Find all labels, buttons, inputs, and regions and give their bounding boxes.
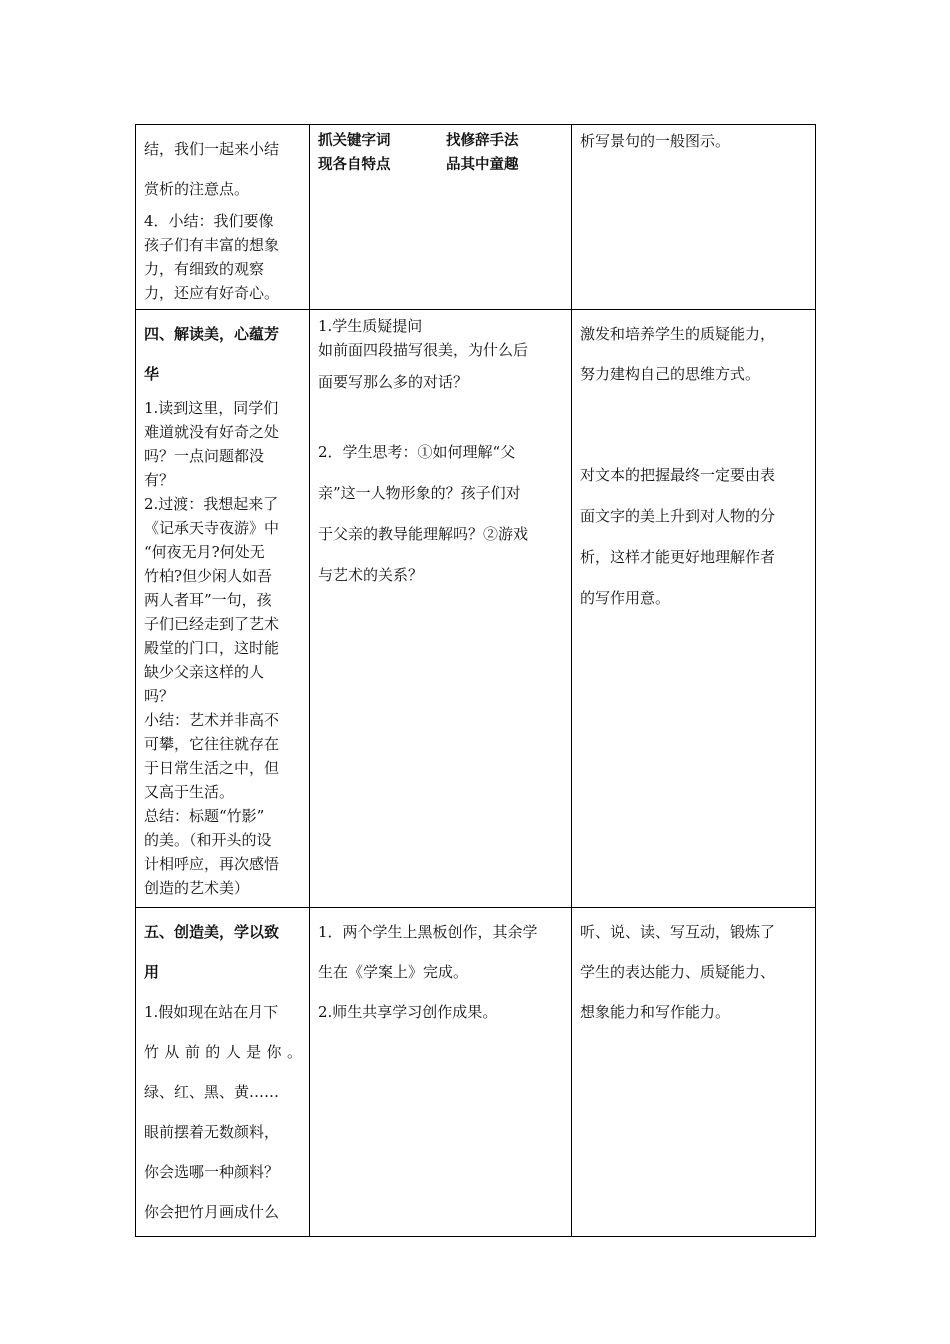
activity-cell xyxy=(136,125,310,310)
text-line: 难道就没有好奇之处 xyxy=(144,423,280,441)
text-line: 又高于生活。 xyxy=(144,783,235,801)
text-line: 2.师生共享学习创作成果。 xyxy=(318,1003,498,1021)
student-activity-cell xyxy=(310,310,572,908)
text-line: 于父亲的教导能理解吗？②游戏 xyxy=(318,525,529,543)
text-line: 吗？ xyxy=(144,687,175,705)
student-activity-cell xyxy=(310,908,572,1237)
text-line: 4．小结：我们要像 xyxy=(144,212,274,230)
text-line: 1．两个学生上黑板创作，其余学 xyxy=(318,923,538,941)
text-line: 孩子们有丰富的想象 xyxy=(144,236,280,254)
text-line: 有？ xyxy=(144,471,175,489)
text-line: 听、说、读、写互动，锻炼了 xyxy=(580,923,776,941)
text-line: 绿、红、黑、黄…… xyxy=(144,1083,280,1101)
text-line: 2．学生思考：①如何理解“父 xyxy=(318,443,516,461)
design-intent-cell xyxy=(572,908,816,1237)
student-activity-cell xyxy=(310,125,572,310)
text-line: 析写景句的一般图示。 xyxy=(580,132,731,150)
text-line: 可攀，它往往就存在 xyxy=(144,735,280,753)
text-line: 吗？一点问题都没 xyxy=(144,447,265,465)
text-line: 你会选哪一种颜料？ xyxy=(144,1163,280,1181)
keyword: 抓关键字词 xyxy=(318,133,391,149)
text-line: 1.读到这里，同学们 xyxy=(144,399,279,417)
section-heading: 华 xyxy=(144,365,160,383)
text-line: 想象能力和写作能力。 xyxy=(580,1003,731,1021)
text-line: 小结：艺术并非高不 xyxy=(144,711,280,729)
text-line: 努力建构自己的思维方式。 xyxy=(580,365,761,383)
lesson-plan-table xyxy=(135,124,816,1237)
keyword: 品其中童趣 xyxy=(446,157,519,173)
design-intent-cell xyxy=(572,310,816,908)
keyword: 现各自特点 xyxy=(318,157,391,173)
text-line: 力，有细致的观察 xyxy=(144,260,265,278)
design-intent-cell xyxy=(572,125,816,310)
text-line: 创造的艺术美） xyxy=(144,879,250,897)
text-line: 你会把竹月画成什么 xyxy=(144,1203,280,1221)
text-line: 1.学生质疑提问 xyxy=(318,317,423,335)
table-row xyxy=(136,908,816,1237)
text-line: 与艺术的关系？ xyxy=(318,566,424,584)
text-line: 计相呼应，再次感悟 xyxy=(144,855,280,873)
table-row xyxy=(136,310,816,908)
text-line: 亲”这一人物形象的？孩子们对 xyxy=(318,484,521,502)
text-line: 面文字的美上升到对人物的分 xyxy=(580,507,776,525)
text-line: 生在《学案上》完成。 xyxy=(318,963,469,981)
text-line: 总结：标题“竹影” xyxy=(144,807,265,825)
text-line: 眼前摆着无数颜料， xyxy=(144,1123,280,1141)
text-line: 竹从前的人是你。 xyxy=(144,1043,302,1061)
keyword: 找修辞手法 xyxy=(446,133,519,149)
text-line: 殿堂的门口，这时能 xyxy=(144,639,280,657)
text-line: 竹柏?但少闲人如吾 xyxy=(144,567,273,585)
text-line: 如前面四段描写很美，为什么后 xyxy=(318,341,529,359)
text-line: 激发和培养学生的质疑能力， xyxy=(580,325,776,343)
activity-cell xyxy=(136,908,310,1237)
text-line: 两人者耳”一句，孩 xyxy=(144,591,272,609)
table-row xyxy=(136,125,816,310)
activity-cell xyxy=(136,310,310,908)
text-line: 学生的表达能力、质疑能力、 xyxy=(580,963,776,981)
text-line: 于日常生活之中，但 xyxy=(144,759,280,777)
section-heading: 用 xyxy=(144,963,160,981)
text-line: 面要写那么多的对话？ xyxy=(318,373,469,391)
text-line: 力，还应有好奇心。 xyxy=(144,284,280,302)
keyword-line xyxy=(318,153,564,177)
text-line: 2.过渡：我想起来了 xyxy=(144,495,279,513)
text-line: 子们已经走到了艺术 xyxy=(144,615,280,633)
section-heading: 五、创造美，学以致 xyxy=(144,923,280,941)
text-line: 的美。（和开头的设 xyxy=(144,831,272,849)
text-line: 《记承天寺夜游》中 xyxy=(144,519,280,537)
keyword-line xyxy=(318,129,564,153)
text-line: 析，这样才能更好地理解作者 xyxy=(580,548,776,566)
text-line: “何夜无月?何处无 xyxy=(144,543,265,561)
text-line: 赏析的注意点。 xyxy=(144,180,250,198)
text-line: 1.假如现在站在月下 xyxy=(144,1003,279,1021)
text-line: 缺少父亲这样的人 xyxy=(144,663,265,681)
text-line: 的写作用意。 xyxy=(580,589,671,607)
text-line: 结，我们一起来小结 xyxy=(144,140,280,158)
text-line: 对文本的把握最终一定要由表 xyxy=(580,466,776,484)
section-heading: 四、解读美，心蕴芳 xyxy=(144,325,280,343)
